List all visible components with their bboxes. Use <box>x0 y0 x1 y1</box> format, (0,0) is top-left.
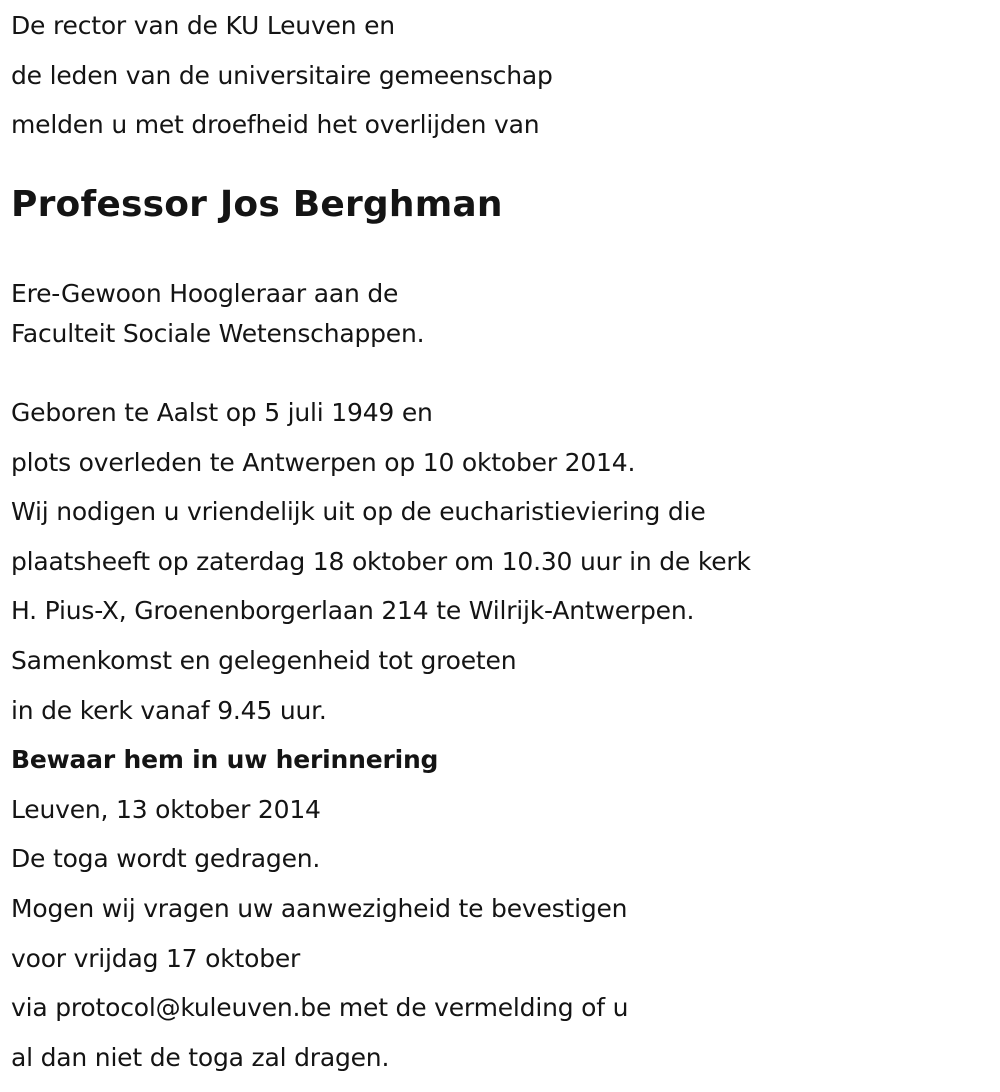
remembrance-line: Bewaar hem in uw herinnering <box>11 745 439 775</box>
toga-question-line: al dan niet de toga zal dragen. <box>11 1042 390 1072</box>
birth-line: Geboren te Aalst op 5 juli 1949 en <box>11 398 433 427</box>
ceremony-time-line: plaatsheeft op zaterdag 18 oktober om 10.30 uur in de kerk <box>11 546 751 576</box>
rsvp-deadline-line: voor vrijdag 17 oktober <box>11 943 301 973</box>
gathering-time-line: in de kerk vanaf 9.45 uur. <box>11 695 327 725</box>
place-date-line: Leuven, 13 oktober 2014 <box>11 794 321 824</box>
gathering-line: Samenkomst en gelegenheid tot groeten <box>11 645 517 675</box>
intro-line: de leden van de universitaire gemeenschap <box>11 60 553 90</box>
invitation-line: Wij nodigen u vriendelijk uit op de eucharistieviering die <box>11 497 706 527</box>
rsvp-line: Mogen wij vragen uw aanwezigheid te bevestigen <box>11 893 628 923</box>
academic-title-block <box>11 274 424 354</box>
intro-line: De rector van de KU Leuven en <box>11 11 395 40</box>
deceased-name-heading: Professor Jos Berghman <box>11 184 503 225</box>
details-block <box>11 388 751 1082</box>
toga-line: De toga wordt gedragen. <box>11 844 321 874</box>
death-line: plots overleden te Antwerpen op 10 oktober 2014. <box>11 447 636 477</box>
title-line: Faculteit Sociale Wetenschappen. <box>11 319 425 348</box>
intro-line: melden u met droefheid het overlijden van <box>11 110 540 140</box>
intro-block <box>11 1 553 150</box>
title-line: Ere-Gewoon Hoogleraar aan de <box>11 279 399 308</box>
rsvp-email-line: via protocol@kuleuven.be met de vermelding of u <box>11 993 629 1023</box>
church-address-line: H. Pius-X, Groenenborgerlaan 214 te Wilrijk-Antwerpen. <box>11 596 695 626</box>
